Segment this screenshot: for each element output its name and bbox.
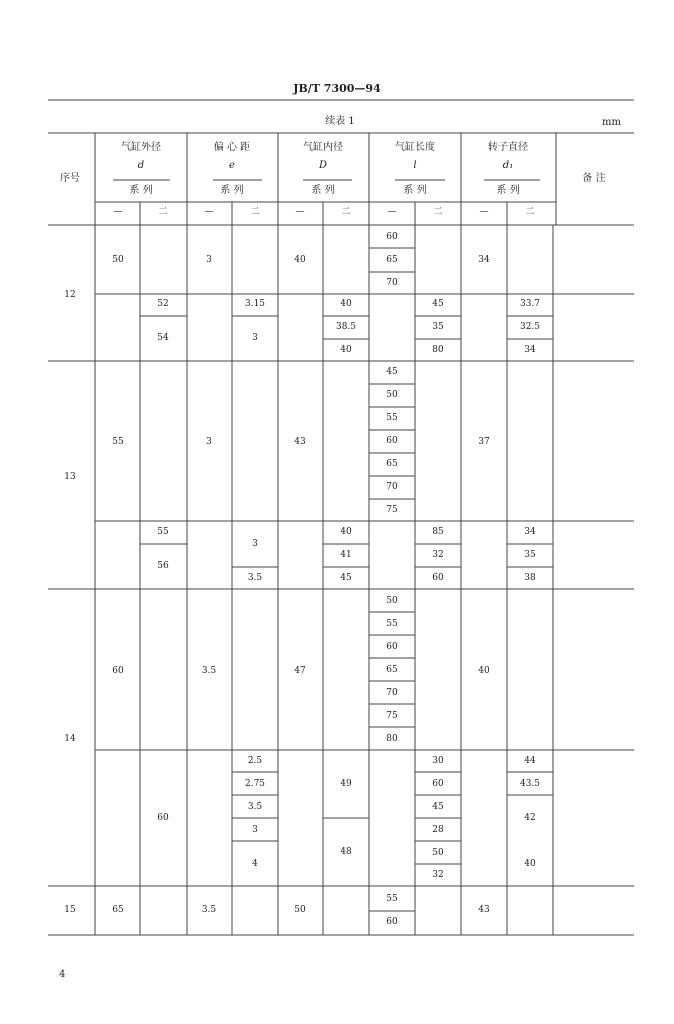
header-d-name: 气缸外径 [121,142,161,153]
cell-l2-14-4: 28 [432,825,444,835]
header-l-name: 气缸长度 [395,142,435,153]
cell-l-14-7: 80 [386,734,398,744]
cell-d12-12-2: 32.5 [519,322,541,332]
cell-d12-13-2: 35 [524,550,536,560]
cell-l2-13-2: 32 [432,550,444,560]
cell-d12-14-1: 44 [524,756,536,766]
cell-e2-14-2: 2.75 [244,779,266,789]
cell-D-12: 40 [294,255,306,265]
cell-d-13: 55 [112,437,124,447]
cell-d12-14-4: 40 [524,859,536,869]
cell-l-12-1: 60 [386,232,398,242]
cell-e2-12-1: 3.15 [244,299,266,309]
row-seq-13: 13 [64,472,76,482]
cell-d2-12-2: 54 [157,333,169,343]
cell-D2-13-3: 45 [340,573,352,583]
cell-e-15: 3.5 [201,905,217,915]
cell-d1-14: 40 [478,666,490,676]
cell-l2-13-1: 85 [432,527,444,537]
cell-e-13: 3 [206,437,212,447]
cell-D2-13-2: 41 [340,550,352,560]
cell-l-12-3: 70 [386,278,398,288]
cell-e2-14-3: 3.5 [247,802,263,812]
cell-d12-12-1: 33.7 [519,299,541,309]
cell-l-15-2: 60 [386,917,398,927]
cell-l-14-2: 55 [386,619,398,629]
cell-l-13-7: 75 [386,505,398,515]
cell-e-14: 3.5 [201,666,217,676]
cell-l-12-2: 65 [386,255,398,265]
cell-e2-13-2: 3 [252,539,258,549]
header-remark: 备 注 [582,173,606,184]
cell-d2-14: 60 [157,813,169,823]
cell-l-14-5: 70 [386,688,398,698]
table-title: 续表 1 [325,116,355,127]
header-d-series: 系 列 [129,185,153,196]
cell-d12-14-3: 42 [524,813,536,823]
header-D-series: 系 列 [311,185,335,196]
cell-D2-13-1: 40 [340,527,352,537]
cell-D-15: 50 [294,905,306,915]
header-e-sub-2: 二 [250,207,260,217]
cell-l-14-1: 50 [386,596,398,606]
row-seq-15: 15 [64,905,76,915]
header-l-sub-1: — [387,207,397,217]
header-l-sub-2: 二 [433,207,443,217]
cell-D2-12-2: 38.5 [335,322,357,332]
header-l-symbol: l [413,160,417,171]
cell-d-14: 60 [112,666,124,676]
header-d-sub-1: — [113,207,123,217]
cell-d-12: 50 [112,255,124,265]
header-D-name: 气缸内径 [303,142,343,153]
cell-D2-14-1: 49 [340,779,352,789]
cell-D2-12-3: 40 [340,345,352,355]
cell-d2-13-1: 55 [157,527,169,537]
header-e-series: 系 列 [220,185,244,196]
cell-l2-12-1: 45 [432,299,444,309]
cell-d12-13-3: 38 [524,573,536,583]
header-d1-sub-2: 二 [525,207,535,217]
row-seq-14: 14 [64,734,76,744]
cell-l2-13-3: 60 [432,573,444,583]
header-e-name: 偏 心 距 [213,142,251,153]
page-number: 4 [59,969,66,980]
header-d-sub-2: 二 [158,207,168,217]
cell-l2-12-3: 80 [432,345,444,355]
cell-l-13-5: 65 [386,459,398,469]
header-seq: 序号 [60,173,80,184]
cell-l-14-3: 60 [386,642,398,652]
cell-l2-14-6: 32 [432,870,444,880]
cell-l-13-2: 50 [386,390,398,400]
header-d1-name: 转子直径 [488,142,528,153]
header-D-symbol: D [318,160,328,171]
cell-d1-12: 34 [478,255,490,265]
cell-e2-14-4: 3 [252,825,258,835]
header-e-sub-1: — [204,207,214,217]
cell-d2-13-2: 56 [157,561,169,571]
cell-l2-12-2: 35 [432,322,444,332]
cell-D-13: 43 [294,437,306,447]
cell-l2-14-5: 50 [432,848,444,858]
cell-e2-14-1: 2.5 [247,756,263,766]
standard-code: JB/T 7300—94 [293,82,381,95]
table-unit: mm [602,117,621,128]
header-D-sub-1: — [295,207,305,217]
cell-l-15-1: 55 [386,894,398,904]
cell-d2-12-1: 52 [157,299,169,309]
cell-l2-14-3: 45 [432,802,444,812]
cell-d1-15: 43 [478,905,490,915]
cell-l-14-4: 65 [386,665,398,675]
cell-d12-14-2: 43.5 [519,779,541,789]
cell-l-13-3: 55 [386,413,398,423]
cell-l-13-4: 60 [386,436,398,446]
row-seq-12: 12 [64,290,76,300]
cell-d12-12-3: 34 [524,345,536,355]
header-d1-series: 系 列 [496,185,520,196]
cell-e2-14-5: 4 [252,859,258,869]
cell-l-13-6: 70 [386,482,398,492]
cell-D-14: 47 [294,666,306,676]
cell-l2-14-2: 60 [432,779,444,789]
cell-l-14-6: 75 [386,711,398,721]
cell-e2-13-3: 3.5 [247,573,263,583]
header-d1-sub-1: — [479,207,489,217]
cell-e2-12-2: 3 [252,333,258,343]
cell-l2-14-1: 30 [432,756,444,766]
header-d-symbol: d [137,160,145,171]
cell-l-13-1: 45 [386,367,398,377]
cell-e-12: 3 [206,255,212,265]
cell-D2-14-2: 48 [340,847,352,857]
cell-d12-13-1: 34 [524,527,536,537]
header-l-series: 系 列 [403,185,427,196]
header-e-symbol: e [229,160,235,171]
header-D-sub-2: 二 [341,207,351,217]
cell-d1-13: 37 [478,437,490,447]
header-d1-symbol: d₁ [502,160,514,171]
cell-d-15: 65 [112,905,124,915]
cell-D2-12-1: 40 [340,299,352,309]
